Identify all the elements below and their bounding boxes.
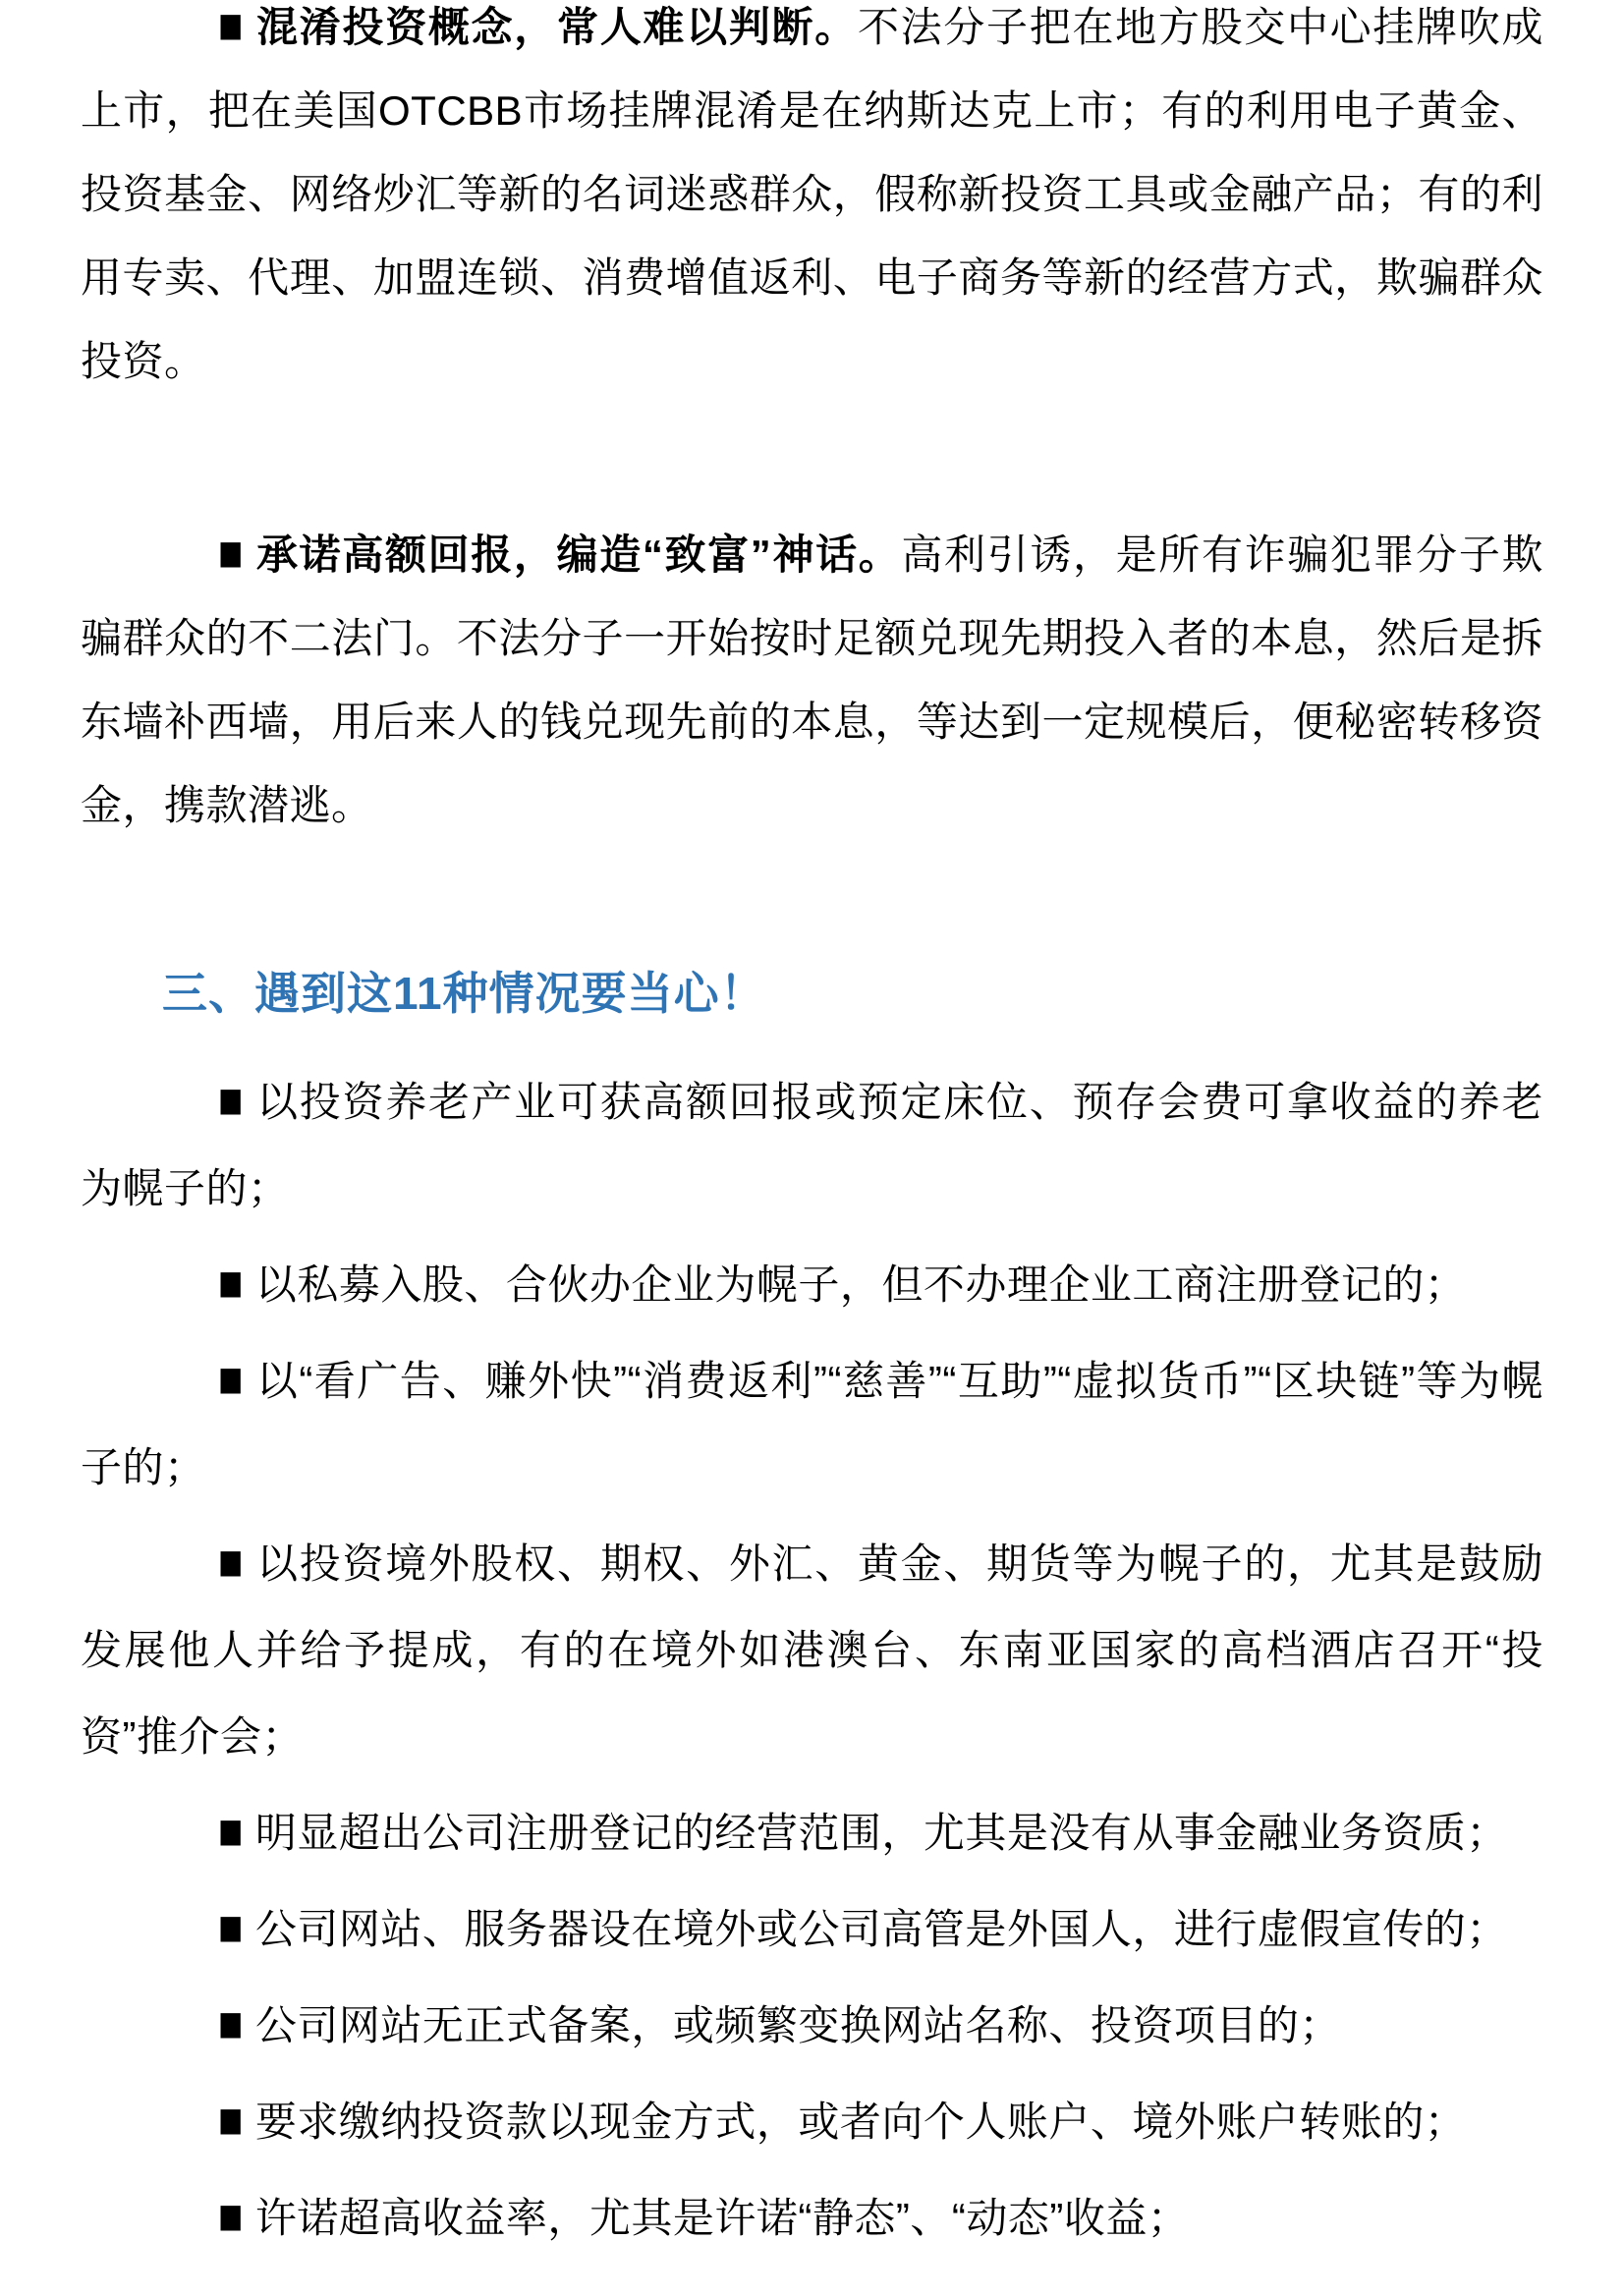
warning-list-item xyxy=(81,1983,1543,2069)
warning-list-item xyxy=(81,1242,1543,1328)
warning-item-text: 明显超出公司注册登记的经营范围，尤其是没有从事金融业务资质； xyxy=(254,1810,1508,1856)
black-square-bullet-icon: ■ xyxy=(218,0,244,54)
warning-list-item xyxy=(81,2079,1543,2165)
warning-list-item xyxy=(81,1790,1543,1876)
black-square-bullet-icon: ■ xyxy=(218,2186,244,2245)
black-square-bullet-icon: ■ xyxy=(218,1349,244,1408)
warning-item-text: 以“看广告、赚外快”“消费返利”“慈善”“互助”“虚拟货币”“区块链”等为幌子的； xyxy=(81,1358,1543,1490)
warning-list-item xyxy=(81,1059,1543,1232)
paragraph-confuse-investment-concepts xyxy=(81,0,1543,403)
black-square-bullet-icon: ■ xyxy=(218,2090,244,2149)
warning-item-text: 许诺超高收益率，尤其是许诺“静态”、“动态”收益； xyxy=(254,2195,1190,2241)
black-square-bullet-icon: ■ xyxy=(218,1253,244,1312)
warning-item-text: 公司网站无正式备案，或频繁变换网站名称、投资项目的； xyxy=(254,2002,1341,2048)
warning-item-text: 以私募入股、合伙办企业为幌子，但不办理企业工商注册登记的； xyxy=(254,1261,1467,1308)
warning-item-text: 以投资境外股权、期权、外汇、黄金、期货等为幌子的，尤其是鼓励发展他人并给予提成，有的在境外如港澳台、东南亚国家的高档酒店召开“投资”推介会； xyxy=(81,1540,1543,1760)
warning-item-text: 要求缴纳投资款以现金方式，或者向个人账户、境外账户转账的； xyxy=(254,2099,1467,2145)
black-square-bullet-icon: ■ xyxy=(218,1070,244,1129)
warning-item-text: 以投资养老产业可获高额回报或预定床位、预存会费可拿收益的养老为幌子的； xyxy=(81,1079,1543,1211)
paragraph-lead-bold: 承诺高额回报，编造“致富”神话。 xyxy=(254,532,902,578)
paragraph-text: 不法分子把在地方股交中心挂牌吹成上市，把在美国OTCBB市场挂牌混淆是在纳斯达克上市；有的利用电子黄金、投资基金、网络炒汇等新的名词迷惑群众，假称新投资工具或金融产品；有的利用专卖、代理、加盟连锁、消费增值返利、电子商务等新的经营方式，欺骗群众投资。 xyxy=(81,4,1543,384)
paragraph-lead-bold: 混淆投资概念，常人难以判断。 xyxy=(254,4,858,50)
black-square-bullet-icon: ■ xyxy=(218,1801,244,1860)
warning-list-item xyxy=(81,1886,1543,1973)
warning-item-text: 公司网站、服务器设在境外或公司高管是外国人，进行虚假宣传的； xyxy=(254,1906,1508,1952)
article-body xyxy=(81,0,1543,2262)
black-square-bullet-icon: ■ xyxy=(218,524,244,582)
black-square-bullet-icon: ■ xyxy=(218,1532,244,1591)
paragraph-text: 高利引诱，是所有诈骗犯罪分子欺骗群众的不二法门。不法分子一开始按时足额兑现先期投入者的本息，然后是拆东墙补西墙，用后来人的钱兑现先前的本息，等达到一定规模后，便秘密转移资金，携款潜逃。 xyxy=(81,532,1543,828)
warning-list-item xyxy=(81,1338,1543,1511)
section-heading-11-situations: 三、遇到这11种情况要当心！ xyxy=(162,968,766,1019)
black-square-bullet-icon: ■ xyxy=(218,1993,244,2052)
black-square-bullet-icon: ■ xyxy=(218,1897,244,1956)
warning-list-item xyxy=(81,1521,1543,1780)
paragraph-promise-high-returns xyxy=(81,513,1543,847)
warning-list-item xyxy=(81,2175,1543,2262)
